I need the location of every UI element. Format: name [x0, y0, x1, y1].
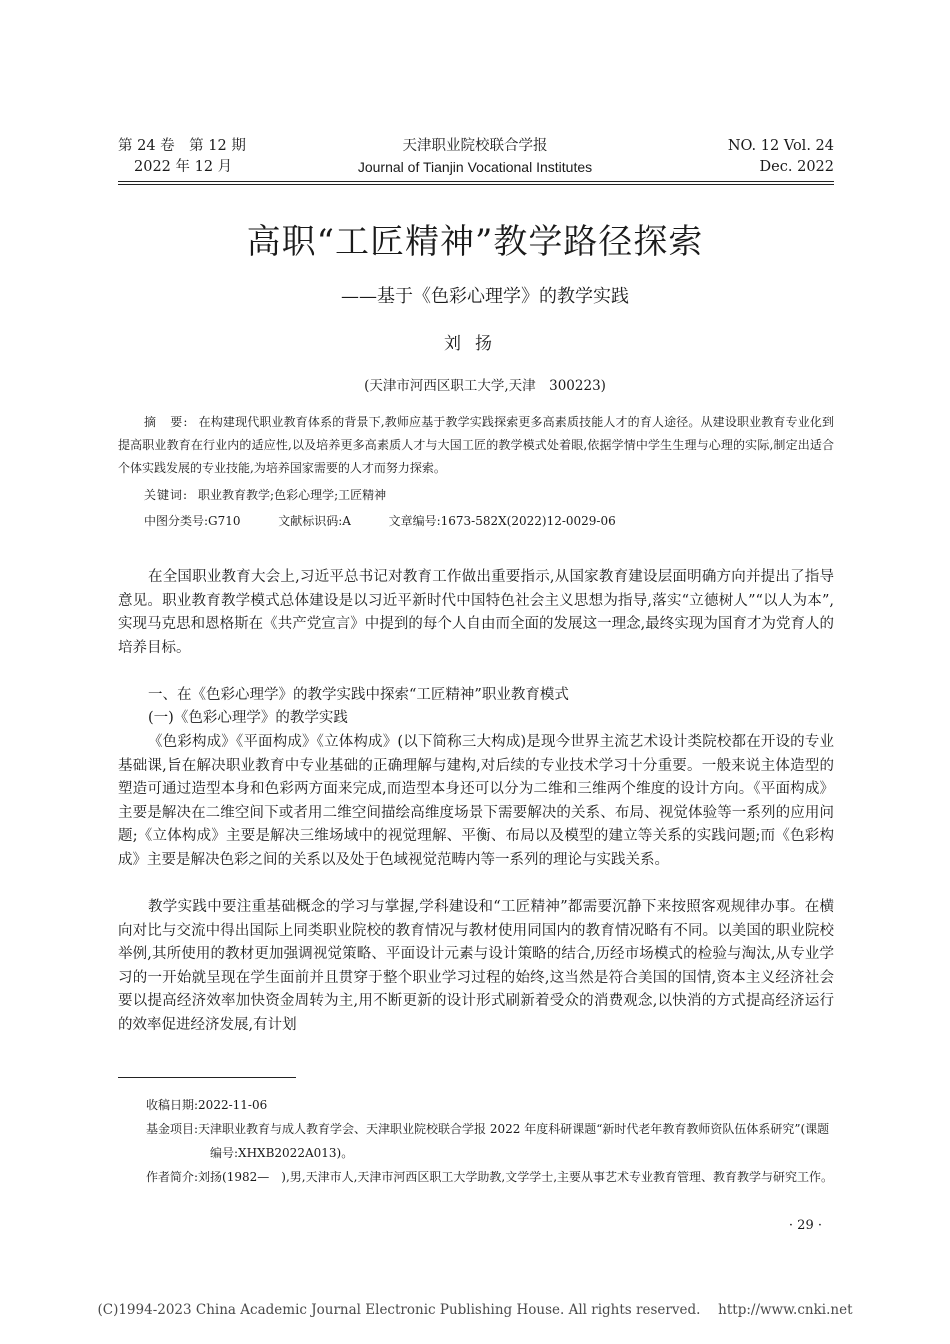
- header-date-en: Dec. 2022: [759, 159, 834, 175]
- article-subtitle: ——基于《色彩心理学》的教学实践: [341, 286, 629, 307]
- author-affiliation: (天津市河西区职工大学,天津 300223): [364, 378, 606, 394]
- header-rule-bottom: [118, 184, 834, 185]
- footnote-received: [146, 1093, 836, 1117]
- footnote-fund: [146, 1117, 836, 1165]
- footnote-author: [146, 1165, 836, 1189]
- received-label: 收稿日期:: [146, 1098, 199, 1112]
- keywords-text: 职业教育教学;色彩心理学;工匠精神: [198, 488, 387, 502]
- subsection-heading-1: (一)《色彩心理学》的教学实践: [148, 710, 348, 726]
- header-rule-top: [118, 181, 834, 182]
- header-volume-issue: 第 24 卷 第 12 期: [118, 138, 246, 154]
- section-heading-1: 一、在《色彩心理学》的教学实践中探索“工匠精神”职业教育模式: [148, 687, 569, 703]
- page-number: · 29 ·: [788, 1218, 822, 1233]
- fund-label: 基金项目:: [146, 1122, 199, 1136]
- keywords-label: 关键词:: [144, 488, 189, 502]
- clc-label: 中图分类号:: [144, 514, 209, 528]
- body-paragraph-3: 教学实践中要注重基础概念的学习与掌握,学科建设和“工匠精神”都需要沉静下来按照客观规律办事。在横向对比与交流中得出国际上同类职业院校的教育情况与教材使用同国内的教育情况略有不同。以美国的职业院校举例,其所使用的教材更加强调视觉策略、平面设计元素与设计策略的结合,历经市场模式的检验与淘汰,从专业学习的一开始就呈现在学生面前并且贯穿于整个职业学习过程的始终,这当然是符合美国的国情,资本主义经济社会要以提高经济效率加快资金周转为主,用不断更新的设计形式刷新着受众的消费观念,以快消的方式提高经济运行的效率促进经济发展,有计划: [118, 899, 834, 1033]
- author-name: 刘扬: [444, 334, 506, 354]
- header-journal-name-en: Journal of Tianjin Vocational Institutes: [357, 159, 593, 175]
- header-date: 2022 年 12 月: [134, 159, 233, 175]
- classification-line: [144, 510, 616, 532]
- doc-code-value: A: [342, 514, 351, 528]
- article-title: 高职“工匠精神”教学路径探索: [246, 222, 704, 262]
- abstract-label: 摘 要:: [144, 415, 189, 429]
- abstract-text: 在构建现代职业教育体系的背景下,教师应基于教学实践探索更多高素质技能人才的育人途径。从建设职业教育专业化到提高职业教育在行业内的适应性,以及培养更多高素质人才与大国工匠的教学模式处着眼,依据学情中学生生理与心理的实际,制定出适合个体实践发展的专业技能,为培养国家需要的人才而努力探索。: [118, 415, 834, 475]
- author-bio-value: 刘扬(1982— ),男,天津市人,天津市河西区职工大学助教,文学学士,主要从事艺术专业教育管理、教育教学与研究工作。: [198, 1170, 834, 1184]
- article-number-label: 文章编号:: [388, 514, 441, 528]
- doc-code-label: 文献标识码:: [278, 514, 343, 528]
- body-paragraph-1: 在全国职业教育大会上,习近平总书记对教育工作做出重要指示,从国家教育建设层面明确方向并提出了指导意见。职业教育教学模式总体建设是以习近平新时代中国特色社会主义思想为指导,落实“立德树人”“以人为本”,实现马克思和恩格斯在《共产党宣言》中提到的每个人自由而全面的发展这一理念,最终实现为国育才为党育人的培养目标。: [118, 569, 834, 656]
- clc-value: G710: [208, 514, 241, 528]
- fund-value: 天津职业教育与成人教育学会、天津职业院校联合学报 2022 年度科研课题“新时代老年教育教师资队伍体系研究”(课题编号:XHXB2022A013)。: [198, 1122, 830, 1160]
- body-paragraph-2: 《色彩构成》《平面构成》《立体构成》(以下简称三大构成)是现今世界主流艺术设计类院校都在开设的专业基础课,旨在解决职业教育中专业基础的正确理解与建构,对后续的专业技术学习十分重要。一般来说主体造型的塑造可通过造型本身和色彩两方面来完成,而造型本身还可以分为二维和三维两个维度的设计方向。《平面构成》主要是解决在二维空间下或者用二维空间描绘高维度场景下需要解决的关系、布局、视觉体验等一系列的应用问题;《立体构成》主要是解决三维场域中的视觉理解、平衡、布局以及模型的建立等关系的实践问题;而《色彩构成》主要是解决色彩之间的关系以及处于色域视觉范畴内等一系列的理论与实践关系。: [118, 734, 834, 868]
- header-issue-en: NO. 12 Vol. 24: [727, 138, 834, 154]
- header-journal-name-cn: 天津职业院校联合学报: [402, 138, 548, 154]
- keywords: [144, 484, 386, 506]
- article-number-value: 1673-582X(2022)12-0029-06: [440, 514, 616, 528]
- copyright-footer: (C)1994-2023 China Academic Journal Electronic Publishing House. All rights reserved. http://www.cnki.net: [97, 1302, 853, 1318]
- footnote-separator: [118, 1077, 296, 1078]
- author-bio-label: 作者简介:: [146, 1170, 199, 1184]
- abstract: [118, 411, 834, 480]
- received-value: 2022-11-06: [198, 1098, 268, 1112]
